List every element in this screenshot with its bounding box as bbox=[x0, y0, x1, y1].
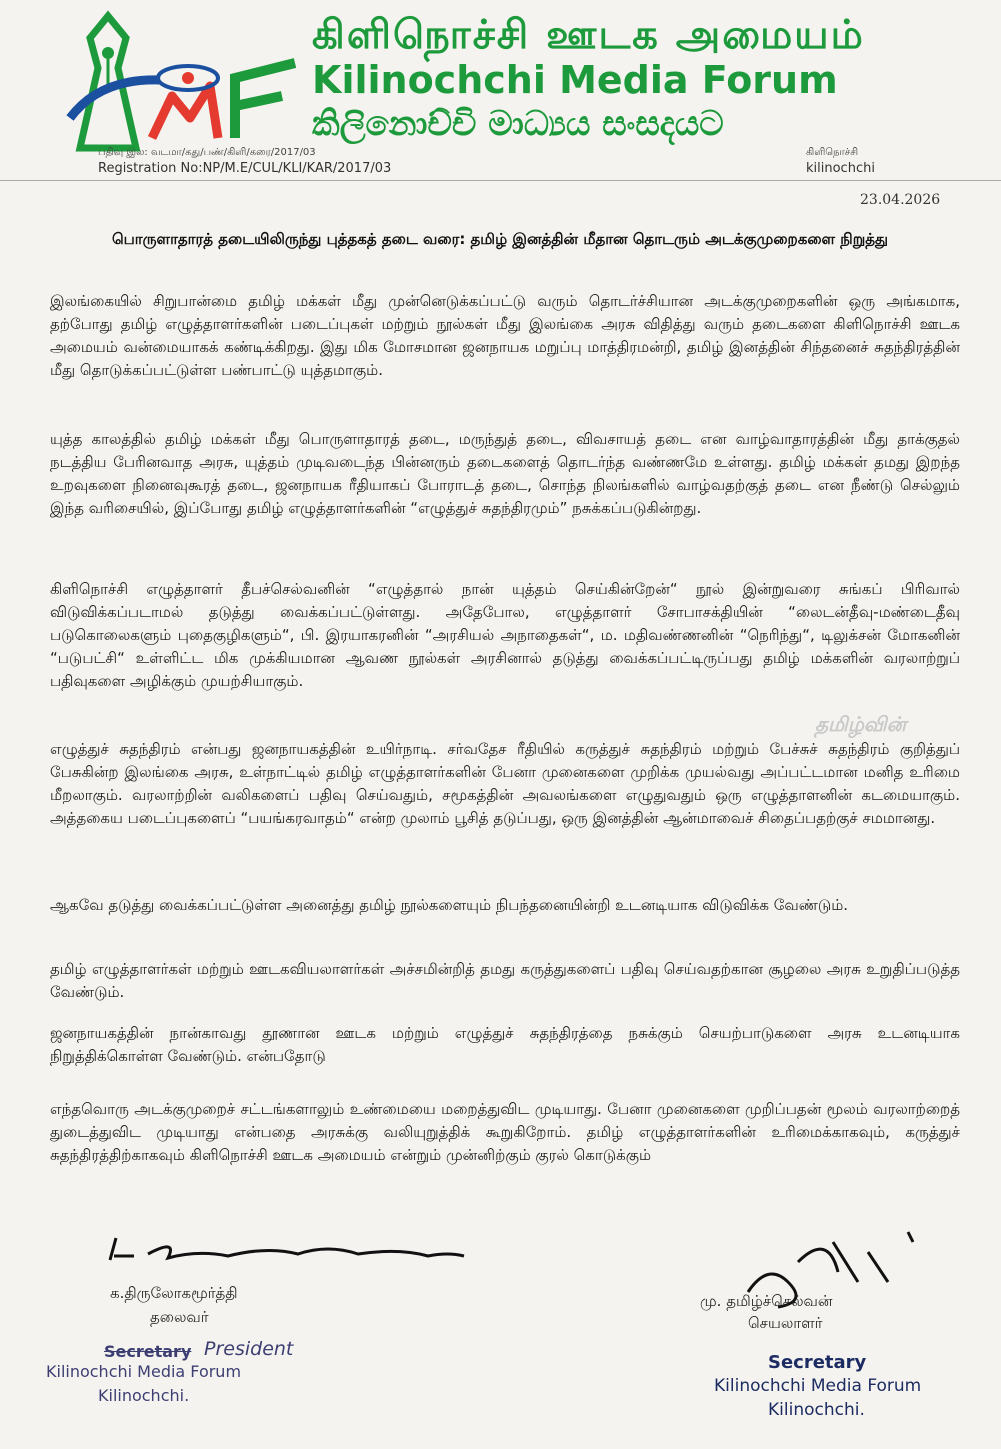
paragraph-4: எழுத்துச் சுதந்திரம் என்பது ஜனநாயகத்தின் உயிர்நாடி. சர்வதேச ரீதியில் கருத்துச் சுதந்திரம் மற்றும் பேச்சுச் சுதந்திரம் குறித்துப் பேசுகின்ற இலங்கை அரசு, உள்நாட்டில் தமிழ் எழுத்தாளர்களின் பேனா முனைகளை முறிக்க முயல்வது அப்பட்டமான மனித உரிமை மீறலாகும். வரலாற்றின் வலிகளைப் பதிவு செய்வதும், சமூகத்தின் அவலங்களை எழுதுவதும் ஒரு எழுத்தாளனின் கடமையாகும். அத்தகைய படைப்புகளைப் “பயங்கரவாதம்“ என்ற முலாம் பூசித் தடுப்பது, ஒரு இனத்தின் ஆன்மாவைச் சிதைப்பதற்குச் சமமானது. bbox=[50, 740, 960, 827]
signatory-left-name: க.திருலோகமூர்த்தி bbox=[110, 1284, 238, 1302]
stamp-town-right: Kilinochchi. bbox=[768, 1400, 865, 1420]
registration-tamil: பதிவு இல: வடமா/கது/பண்/கிளி/கரை/2017/03 bbox=[98, 147, 316, 158]
stamp-town-left: Kilinochchi. bbox=[98, 1386, 190, 1405]
stamp-title-right: Secretary bbox=[768, 1352, 867, 1373]
paragraph-8: எந்தவொரு அடக்குமுறைச் சட்டங்களாலும் உண்மையை மறைத்துவிட முடியாது. பேனா முனைகளை முறிப்பதன் மூலம் வரலாற்றைத் துடைத்துவிட முடியாது என்பதை அரசுக்கு வலியுறுத்திக் கூறுகிறோம். தமிழ் எழுத்தாளர்களின் உரிமைக்காகவும், கருத்துச் சுதந்திரத்திற்காகவும் கிளிநொச்சி ஊடக அமையம் என்றும் முன்னிற்கும் குரல் கொடுக்கும் bbox=[50, 1100, 960, 1164]
place-tamil: கிளிநொச்சி bbox=[806, 147, 859, 158]
stamp-handwritten-title: President bbox=[204, 1338, 294, 1360]
headline: பொருளாதாரத் தடையிலிருந்து புத்தகத் தடை வரை: தமிழ் இனத்தின் மீதான தொடரும் அடக்குமுறைகளை நிறுத்து bbox=[111, 230, 889, 248]
paragraph-6: தமிழ் எழுத்தாளர்கள் மற்றும் ஊடகவியலாளர்கள் அச்சமின்றித் தமது கருத்துகளைப் பதிவு செய்வதற்கான சூழலை அரசு உறுதிப்படுத்த வேண்டும். bbox=[50, 960, 960, 1001]
paragraph-7: ஜனநாயகத்தின் நான்காவது தூணான ஊடக மற்றும் எழுத்துச் சுதந்திரத்தை நசுக்கும் செயற்பாடுகளை அரசு உடனடியாக நிறுத்திக்கொள்ள வேண்டும். என்பதோடு bbox=[50, 1024, 960, 1065]
president-stamp bbox=[46, 1338, 346, 1418]
org-title-english: Kilinochchi Media Forum bbox=[312, 58, 838, 102]
place-english: kilinochchi bbox=[806, 161, 875, 176]
signatory-right-name: மு. தமிழ்ச்செல்வன் bbox=[700, 1292, 833, 1310]
registration-english: Registration No:NP/M.E/CUL/KLI/KAR/2017/03 bbox=[98, 161, 392, 176]
stamp-struck-title: Secretary bbox=[104, 1342, 192, 1361]
signatory-right-role: செயலாளர் bbox=[748, 1314, 823, 1332]
header-divider bbox=[0, 180, 1001, 181]
letter-date: 23.04.2026 bbox=[860, 192, 941, 208]
watermark: தமிழ்வின் bbox=[815, 712, 906, 736]
signature-left-icon bbox=[108, 1230, 468, 1270]
paragraph-3: கிளிநொச்சி எழுத்தாளர் தீபச்செல்வனின் “எழுத்தால் நான் யுத்தம் செய்கின்றேன்“ நூல் இன்றுவரை சுங்கப் பிரிவால் விடுவிக்கப்படாமல் தடுத்து வைக்கப்பட்டுள்ளது. அதேபோல, எழுத்தாளர் சோபாசக்தியின் “லைடன்தீவு-மண்டைதீவு படுகொலைகளும் புதைகுழிகளும்“, பி. இரயாகரனின் “அரசியல் அநாதைகள்“, ம. மதிவண்ணனின் “நெரிந்து“, டிலுக்சன் மோகனின் “படுபட்சி“ உள்ளிட்ட மிக முக்கியமான ஆவண நூல்கள் அரசினால் தடுத்து வைக்கப்பட்டிருப்பது தமிழ் மக்களின் வரலாற்றுப் பதிவுகளை அழிக்கும் முயற்சியாகும். bbox=[50, 580, 960, 690]
signatory-left-role: தலைவர் bbox=[150, 1308, 209, 1326]
pen-nib-eye-logo-icon bbox=[60, 8, 305, 153]
paragraph-1: இலங்கையில் சிறுபான்மை தமிழ் மக்கள் மீது முன்னெடுக்கப்பட்டு வரும் தொடர்ச்சியான அடக்குமுறைகளின் ஒரு அங்கமாக, தற்போது தமிழ் எழுத்தாளர்களின் படைப்புகள் மற்றும் நூல்கள் மீது இலங்கை அரசு விதித்து வரும் தடைகளை கிளிநொச்சி ஊடக அமையம் வன்மையாகக் கண்டிக்கிறது. இது மிக மோசமான ஜனநாயக மறுப்பு மாத்திரமன்றி, தமிழ் இனத்தின் சிந்தனைச் சுதந்திரத்தின் மீது தொடுக்கப்பட்டுள்ள பண்பாட்டு யுத்தமாகும். bbox=[50, 292, 960, 379]
paragraph-5: ஆகவே தடுத்து வைக்கப்பட்டுள்ள அனைத்து தமிழ் நூல்களையும் நிபந்தனையின்றி உடனடியாக விடுவிக்க வேண்டும். bbox=[50, 896, 849, 914]
stamp-org-left: Kilinochchi Media Forum bbox=[46, 1362, 242, 1381]
org-title-sinhala: කිලිනොච්චි මාධ්‍යය සංසදයට bbox=[312, 104, 724, 144]
stamp-org-right: Kilinochchi Media Forum bbox=[714, 1376, 922, 1396]
paragraph-2: யுத்த காலத்தில் தமிழ் மக்கள் மீது பொருளாதாரத் தடை, மருந்துத் தடை, விவசாயத் தடை என வாழ்வாதாரத்தின் மீது தாக்குதல் நடத்திய பேரினவாத அரசு, யுத்தம் முடிவடைந்த பின்னரும் தடைகளைத் தொடர்ந்த வண்ணமே உள்ளது. தமிழ் மக்கள் தமது இறந்த உறவுகளை நினைவுகூரத் தடை, ஜனநாயக ரீதியாகப் போராடத் தடை, சொந்த நிலங்களில் வாழ்வதற்குத் தடை என நீண்டு செல்லும் இந்த வரிசையில், இப்போது தமிழ் எழுத்தாளர்களின் “எழுத்துச் சுதந்திரமும்” நசுக்கப்படுகின்றது. bbox=[50, 430, 960, 517]
org-title-tamil: கிளிநொச்சி ஊடக அமையம் bbox=[312, 12, 865, 58]
